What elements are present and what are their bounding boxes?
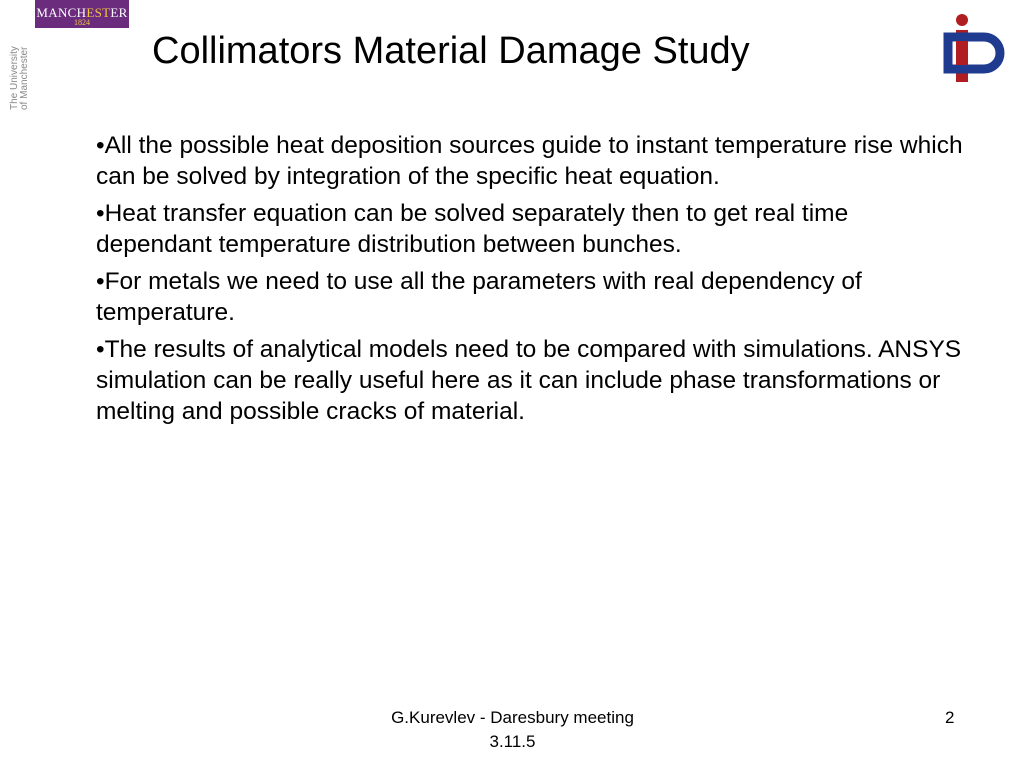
bullet-item: •For metals we need to use all the parameters with real dependency of temperature.	[96, 268, 862, 326]
bullet-item: •Heat transfer equation can be solved separately then to get real time dependant temperature distribution between bunches.	[96, 200, 849, 258]
footer-line-1: G.Kurevlev - Daresbury meeting	[391, 708, 634, 727]
bullet-item: •All the possible heat deposition sources guide to instant temperature rise which can be solved by integration of the specific heat equation.	[96, 132, 963, 190]
slide-title: Collimators Material Damage Study	[152, 30, 750, 72]
university-name-line2: of Manchester	[19, 46, 30, 110]
university-year: 1824	[74, 18, 90, 27]
university-logo	[35, 0, 129, 28]
university-wordmark: MANCHESTER	[36, 5, 128, 20]
footer-line-2: 3.11.5	[489, 732, 536, 751]
footer-text	[340, 706, 685, 754]
university-name-vertical	[10, 22, 30, 110]
institute-logo	[940, 10, 1010, 86]
page-number: 2	[945, 708, 955, 727]
bullet-item: •The results of analytical models need to be compared with simulations. ANSYS simulation can be really useful here as it can include phase transformations or melting and possible cracks of material.	[96, 336, 962, 425]
university-name-line1: The University	[9, 46, 20, 110]
bullet-list	[96, 130, 966, 433]
